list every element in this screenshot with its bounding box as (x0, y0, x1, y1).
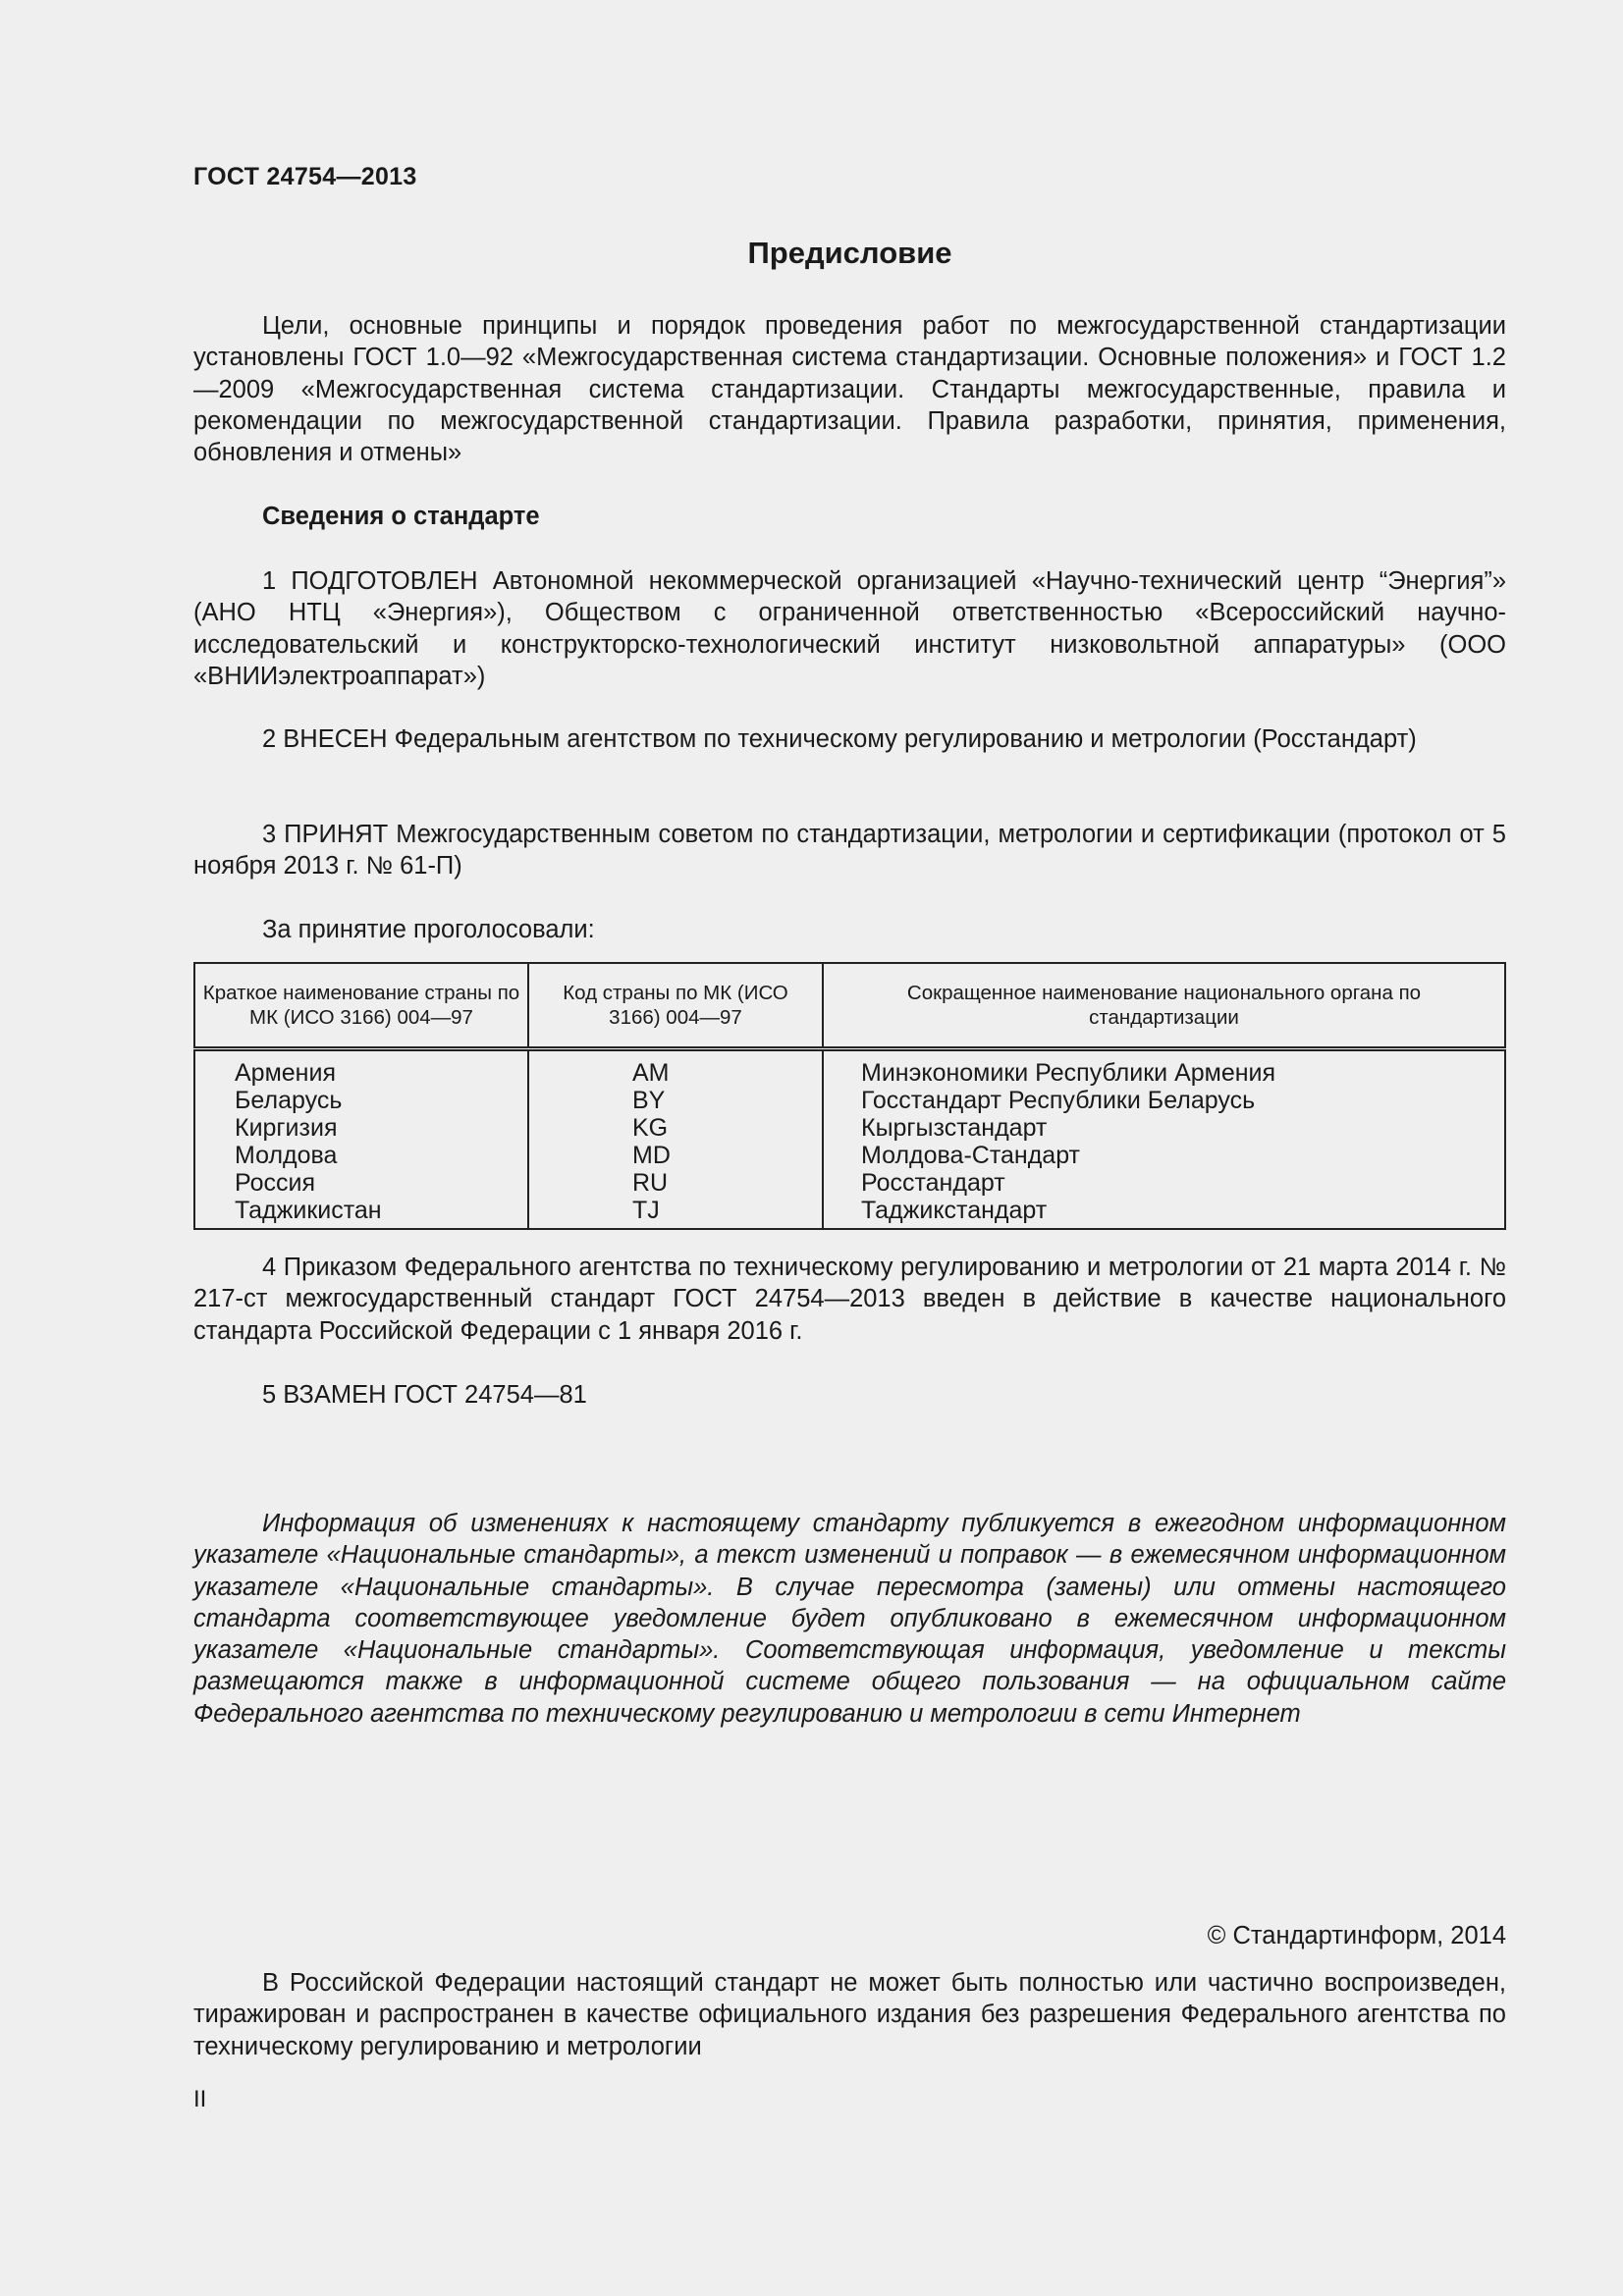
country-code: TJ (528, 1197, 823, 1229)
intro-paragraph (193, 310, 1506, 468)
table-row (194, 1087, 1505, 1114)
standards-body: Кыргызстандарт (823, 1114, 1505, 1142)
table-row (194, 1114, 1505, 1142)
item-1-text: 1 ПОДГОТОВЛЕН Автономной некоммерческой организацией «Научно-технический центр “Энергия”» (АНО НТЦ «Энергия»), Обществом с ограниченной ответственностью «Всероссийский научно-исследовательский и конструкторско-технологический институт низковольтной аппаратуры» (ООО «ВНИИэлектроаппарат») (193, 567, 1506, 690)
country-name: Беларусь (194, 1087, 528, 1114)
standards-body: Таджикстандарт (823, 1197, 1505, 1229)
item-5-paragraph (193, 1379, 1506, 1411)
country-code: RU (528, 1169, 823, 1197)
country-code: BY (528, 1087, 823, 1114)
country-name: Таджикистан (194, 1197, 528, 1229)
item-5-text: 5 ВЗАМЕН ГОСТ 24754—81 (262, 1381, 587, 1409)
item-2-paragraph (193, 723, 1506, 755)
header-standards-body: Сокращенное наименование национального органа по стандартизации (823, 963, 1505, 1049)
standards-body: Росстандарт (823, 1169, 1505, 1197)
item-2-text: 2 ВНЕСЕН Федеральным агентством по техническому регулированию и метрологии (Росстандарт) (262, 725, 1417, 753)
table-row (194, 1169, 1505, 1197)
standards-body: Молдова-Стандарт (823, 1142, 1505, 1169)
country-code: KG (528, 1114, 823, 1142)
info-notice-paragraph (193, 1508, 1506, 1730)
intro-text: Цели, основные принципы и порядок проведения работ по межгосударственной стандартизации установлены ГОСТ 1.0—92 «Межгосударственная система стандартизации. Основные положения» и ГОСТ 1.2—2009 «Межгосударственная система стандартизации. Стандарты межгосударственные, правила и рекомендации по межгосударственной стандартизации. Правила разработки, принятия, применения, обновления и отмены» (193, 312, 1506, 467)
item-4-paragraph (193, 1252, 1506, 1347)
page-number: II (193, 2086, 207, 2112)
page-title: Предисловие (747, 236, 952, 270)
item-3-text: 3 ПРИНЯТ Межгосударственным советом по стандартизации, метрологии и сертификации (протокол от 5 ноября 2013 г. № 61-П) (193, 821, 1506, 881)
votes-table (193, 962, 1506, 1230)
header-country-code: Код страны по МК (ИСО 3166) 004—97 (528, 963, 823, 1049)
section-heading: Сведения о стандарте (262, 503, 540, 530)
country-code: AM (528, 1049, 823, 1088)
table-row (194, 1049, 1505, 1088)
legal-notice-paragraph (193, 1967, 1506, 2062)
country-name: Киргизия (194, 1114, 528, 1142)
info-notice-text: Информация об изменениях к настоящему стандарту публикуется в ежегодном информационном указателе «Национальные стандарты», а текст изменений и поправок — в ежемесячном информационном указателе «Национальные стандарты». В случае пересмотра (замены) или отмены настоящего стандарта соответствующее уведомление будет опубликовано в ежемесячном информационном указателе «Национальные стандарты». Соответствующая информация, уведомление и тексты размещаются также в информационной системе общего пользования — на официальном сайте Федерального агентства по техническому регулированию и метрологии в сети Интернет (193, 1510, 1506, 1728)
header-country-name: Краткое наименование страны по МК (ИСО 3166) 004—97 (194, 963, 528, 1049)
country-name: Молдова (194, 1142, 528, 1169)
table-row (194, 1197, 1505, 1229)
legal-notice-text: В Российской Федерации настоящий стандарт не может быть полностью или частично воспроизведен, тиражирован и распространен в качестве официального издания без разрешения Федерального агентства по техническому регулированию и метрологии (193, 1969, 1506, 2060)
standards-body: Минэкономики Республики Армения (823, 1049, 1505, 1088)
country-code: MD (528, 1142, 823, 1169)
votes-label: За принятие проголосовали: (262, 916, 595, 943)
table-row (194, 1142, 1505, 1169)
standards-body: Госстандарт Республики Беларусь (823, 1087, 1505, 1114)
country-name: Россия (194, 1169, 528, 1197)
item-4-text: 4 Приказом Федерального агентства по техническому регулированию и метрологии от 21 марта 2014 г. № 217-ст межгосударственный стандарт ГОСТ 24754—2013 введен в действие в качестве национального стандарта Российской Федерации с 1 января 2016 г. (193, 1254, 1506, 1345)
copyright-notice: © Стандартинформ, 2014 (1207, 1922, 1506, 1949)
item-1-paragraph (193, 565, 1506, 692)
country-name: Армения (194, 1049, 528, 1088)
document-code: ГОСТ 24754—2013 (193, 163, 417, 190)
table-header-row (194, 963, 1505, 1049)
item-3-paragraph (193, 819, 1506, 882)
